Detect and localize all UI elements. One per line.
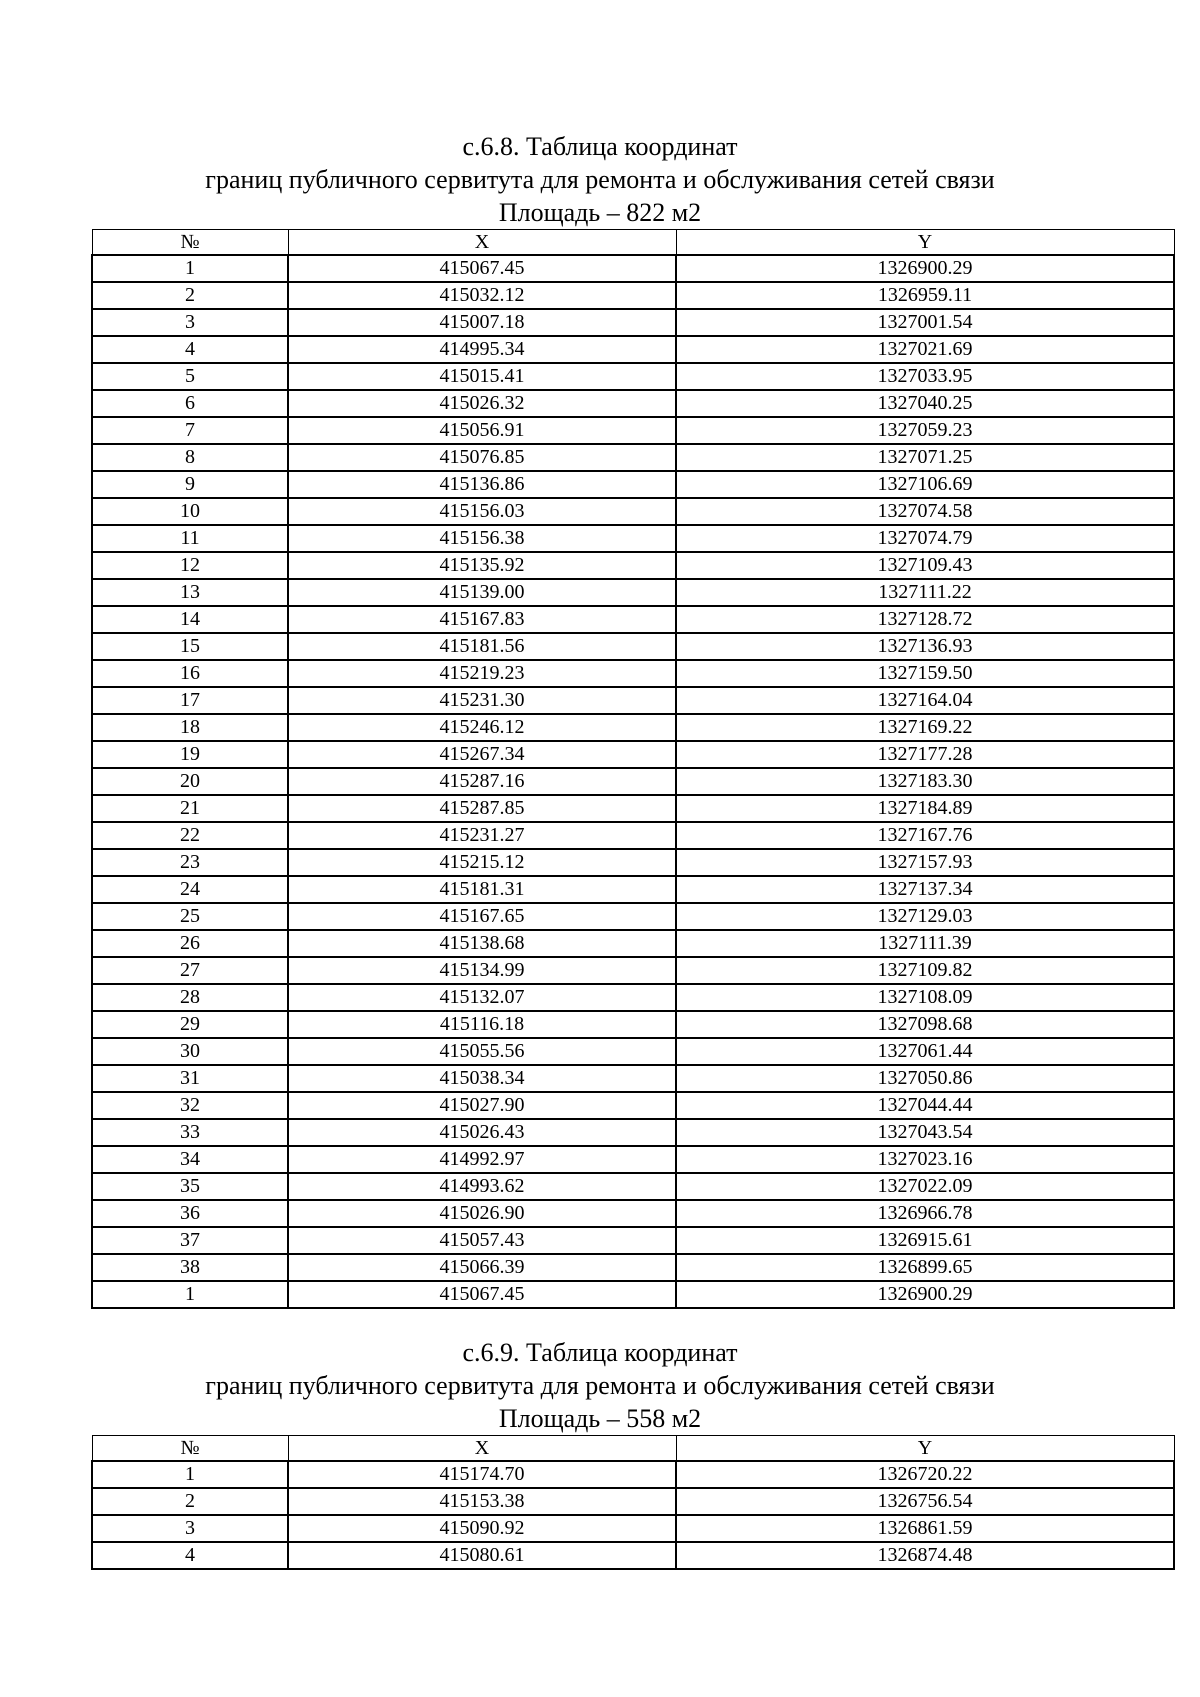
cell-x: 415219.23 — [288, 660, 676, 687]
cell-x: 415067.45 — [288, 1281, 676, 1308]
table-row — [92, 417, 1174, 444]
cell-point-number: 7 — [92, 417, 288, 444]
cell-y: 1326900.29 — [676, 255, 1174, 282]
cell-point-number: 3 — [92, 1515, 288, 1542]
cell-point-number: 29 — [92, 1011, 288, 1038]
cell-x: 415090.92 — [288, 1515, 676, 1542]
column-header-number: № — [92, 1436, 288, 1462]
area-label: Площадь – 822 м2 — [498, 198, 702, 227]
cell-point-number: 13 — [92, 579, 288, 606]
cell-point-number: 26 — [92, 930, 288, 957]
table-row — [92, 1038, 1174, 1065]
cell-point-number: 1 — [92, 1281, 288, 1308]
cell-y: 1327109.82 — [676, 957, 1174, 984]
cell-x: 415134.99 — [288, 957, 676, 984]
cell-y: 1327109.43 — [676, 552, 1174, 579]
cell-y: 1327044.44 — [676, 1092, 1174, 1119]
table-row — [92, 1146, 1174, 1173]
cell-point-number: 14 — [92, 606, 288, 633]
cell-x: 415287.16 — [288, 768, 676, 795]
cell-y: 1327050.86 — [676, 1065, 1174, 1092]
cell-y: 1327074.58 — [676, 498, 1174, 525]
cell-y: 1326756.54 — [676, 1488, 1174, 1515]
table-row — [92, 930, 1174, 957]
table-caption: с.6.8. Таблица координат — [462, 132, 738, 161]
table-row — [92, 1281, 1174, 1308]
column-header-x: X — [288, 230, 676, 256]
table-row — [92, 984, 1174, 1011]
cell-x: 415116.18 — [288, 1011, 676, 1038]
table-row — [92, 1542, 1174, 1569]
cell-point-number: 22 — [92, 822, 288, 849]
cell-point-number: 12 — [92, 552, 288, 579]
cell-x: 415139.00 — [288, 579, 676, 606]
cell-y: 1327022.09 — [676, 1173, 1174, 1200]
table-subtitle: границ публичного сервитута для ремонта и обслуживания сетей связи — [205, 165, 995, 194]
cell-y: 1327167.76 — [676, 822, 1174, 849]
cell-point-number: 23 — [92, 849, 288, 876]
coordinate-section — [0, 1336, 1200, 1570]
cell-point-number: 3 — [92, 309, 288, 336]
cell-y: 1327184.89 — [676, 795, 1174, 822]
cell-y: 1327183.30 — [676, 768, 1174, 795]
cell-x: 415007.18 — [288, 309, 676, 336]
table-row — [92, 822, 1174, 849]
cell-y: 1327129.03 — [676, 903, 1174, 930]
table-row — [92, 903, 1174, 930]
table-row — [92, 579, 1174, 606]
table-row — [92, 390, 1174, 417]
cell-point-number: 31 — [92, 1065, 288, 1092]
table-row — [92, 741, 1174, 768]
cell-y: 1327040.25 — [676, 390, 1174, 417]
cell-point-number: 35 — [92, 1173, 288, 1200]
table-row — [92, 1173, 1174, 1200]
table-row — [92, 1461, 1174, 1488]
cell-x: 414993.62 — [288, 1173, 676, 1200]
table-row — [92, 633, 1174, 660]
cell-point-number: 18 — [92, 714, 288, 741]
column-header-y: Y — [676, 230, 1174, 256]
table-row — [92, 957, 1174, 984]
cell-y: 1326861.59 — [676, 1515, 1174, 1542]
cell-x: 415181.56 — [288, 633, 676, 660]
table-row — [92, 606, 1174, 633]
cell-x: 415156.38 — [288, 525, 676, 552]
cell-x: 415015.41 — [288, 363, 676, 390]
coordinates-table — [91, 229, 1175, 1309]
cell-x: 415038.34 — [288, 1065, 676, 1092]
cell-y: 1327169.22 — [676, 714, 1174, 741]
table-subtitle: границ публичного сервитута для ремонта и обслуживания сетей связи — [205, 1371, 995, 1400]
cell-x: 415056.91 — [288, 417, 676, 444]
cell-x: 415026.32 — [288, 390, 676, 417]
cell-y: 1327157.93 — [676, 849, 1174, 876]
cell-x: 415174.70 — [288, 1461, 676, 1488]
column-header-x: X — [288, 1436, 676, 1462]
table-row — [92, 768, 1174, 795]
cell-x: 415026.43 — [288, 1119, 676, 1146]
cell-y: 1327164.04 — [676, 687, 1174, 714]
cell-point-number: 4 — [92, 336, 288, 363]
table-row — [92, 282, 1174, 309]
table-row — [92, 309, 1174, 336]
cell-point-number: 1 — [92, 255, 288, 282]
table-header — [92, 230, 1174, 256]
cell-point-number: 9 — [92, 471, 288, 498]
table-body — [92, 255, 1174, 1308]
table-row — [92, 1119, 1174, 1146]
table-row — [92, 687, 1174, 714]
cell-point-number: 5 — [92, 363, 288, 390]
cell-point-number: 28 — [92, 984, 288, 1011]
cell-y: 1327021.69 — [676, 336, 1174, 363]
cell-y: 1326720.22 — [676, 1461, 1174, 1488]
cell-point-number: 11 — [92, 525, 288, 552]
cell-y: 1327098.68 — [676, 1011, 1174, 1038]
cell-point-number: 24 — [92, 876, 288, 903]
cell-point-number: 37 — [92, 1227, 288, 1254]
table-row — [92, 795, 1174, 822]
column-header-y: Y — [676, 1436, 1174, 1462]
cell-y: 1327059.23 — [676, 417, 1174, 444]
cell-x: 415136.86 — [288, 471, 676, 498]
cell-y: 1327111.39 — [676, 930, 1174, 957]
cell-point-number: 34 — [92, 1146, 288, 1173]
cell-x: 415066.39 — [288, 1254, 676, 1281]
cell-x: 415231.27 — [288, 822, 676, 849]
table-row — [92, 1515, 1174, 1542]
table-row — [92, 1488, 1174, 1515]
cell-y: 1327023.16 — [676, 1146, 1174, 1173]
cell-x: 415181.31 — [288, 876, 676, 903]
cell-x: 415167.83 — [288, 606, 676, 633]
cell-x: 415287.85 — [288, 795, 676, 822]
cell-y: 1327001.54 — [676, 309, 1174, 336]
cell-y: 1327071.25 — [676, 444, 1174, 471]
cell-point-number: 21 — [92, 795, 288, 822]
cell-point-number: 2 — [92, 1488, 288, 1515]
table-row — [92, 1254, 1174, 1281]
table-header — [92, 1436, 1174, 1462]
cell-x: 415231.30 — [288, 687, 676, 714]
table-row — [92, 1200, 1174, 1227]
cell-y: 1327137.34 — [676, 876, 1174, 903]
area-label: Площадь – 558 м2 — [498, 1404, 702, 1433]
table-row — [92, 336, 1174, 363]
table-row — [92, 525, 1174, 552]
cell-y: 1327043.54 — [676, 1119, 1174, 1146]
cell-point-number: 1 — [92, 1461, 288, 1488]
table-row — [92, 552, 1174, 579]
cell-x: 415132.07 — [288, 984, 676, 1011]
cell-x: 415067.45 — [288, 255, 676, 282]
cell-x: 415153.38 — [288, 1488, 676, 1515]
cell-point-number: 32 — [92, 1092, 288, 1119]
cell-point-number: 16 — [92, 660, 288, 687]
cell-y: 1327111.22 — [676, 579, 1174, 606]
cell-x: 415215.12 — [288, 849, 676, 876]
cell-point-number: 17 — [92, 687, 288, 714]
cell-point-number: 33 — [92, 1119, 288, 1146]
cell-x: 415138.68 — [288, 930, 676, 957]
table-row — [92, 1065, 1174, 1092]
table-row — [92, 714, 1174, 741]
table-row — [92, 1011, 1174, 1038]
cell-y: 1326915.61 — [676, 1227, 1174, 1254]
table-row — [92, 876, 1174, 903]
cell-x: 414992.97 — [288, 1146, 676, 1173]
cell-point-number: 2 — [92, 282, 288, 309]
cell-x: 415080.61 — [288, 1542, 676, 1569]
cell-x: 415267.34 — [288, 741, 676, 768]
cell-point-number: 27 — [92, 957, 288, 984]
table-row — [92, 444, 1174, 471]
cell-y: 1327033.95 — [676, 363, 1174, 390]
table-row — [92, 498, 1174, 525]
cell-point-number: 20 — [92, 768, 288, 795]
table-row — [92, 849, 1174, 876]
cell-x: 415026.90 — [288, 1200, 676, 1227]
cell-x: 415246.12 — [288, 714, 676, 741]
cell-x: 415135.92 — [288, 552, 676, 579]
cell-point-number: 38 — [92, 1254, 288, 1281]
cell-x: 415076.85 — [288, 444, 676, 471]
cell-y: 1326900.29 — [676, 1281, 1174, 1308]
cell-point-number: 36 — [92, 1200, 288, 1227]
cell-y: 1326899.65 — [676, 1254, 1174, 1281]
cell-x: 414995.34 — [288, 336, 676, 363]
cell-x: 415057.43 — [288, 1227, 676, 1254]
cell-y: 1326959.11 — [676, 282, 1174, 309]
table-row — [92, 1092, 1174, 1119]
cell-y: 1327108.09 — [676, 984, 1174, 1011]
cell-y: 1326874.48 — [676, 1542, 1174, 1569]
cell-point-number: 8 — [92, 444, 288, 471]
cell-point-number: 19 — [92, 741, 288, 768]
table-row — [92, 660, 1174, 687]
table-body — [92, 1461, 1174, 1569]
cell-x: 415032.12 — [288, 282, 676, 309]
cell-x: 415055.56 — [288, 1038, 676, 1065]
cell-y: 1327106.69 — [676, 471, 1174, 498]
cell-point-number: 25 — [92, 903, 288, 930]
column-header-number: № — [92, 230, 288, 256]
cell-y: 1327128.72 — [676, 606, 1174, 633]
cell-x: 415167.65 — [288, 903, 676, 930]
coordinate-section — [0, 130, 1200, 1309]
cell-y: 1327061.44 — [676, 1038, 1174, 1065]
cell-y: 1327177.28 — [676, 741, 1174, 768]
cell-y: 1327136.93 — [676, 633, 1174, 660]
table-row — [92, 363, 1174, 390]
cell-point-number: 10 — [92, 498, 288, 525]
table-row — [92, 471, 1174, 498]
table-row — [92, 1227, 1174, 1254]
cell-y: 1327074.79 — [676, 525, 1174, 552]
table-row — [92, 255, 1174, 282]
coordinates-table — [91, 1435, 1175, 1570]
cell-point-number: 30 — [92, 1038, 288, 1065]
cell-x: 415156.03 — [288, 498, 676, 525]
cell-y: 1326966.78 — [676, 1200, 1174, 1227]
cell-point-number: 15 — [92, 633, 288, 660]
cell-point-number: 6 — [92, 390, 288, 417]
table-caption: с.6.9. Таблица координат — [462, 1338, 738, 1367]
cell-point-number: 4 — [92, 1542, 288, 1569]
cell-x: 415027.90 — [288, 1092, 676, 1119]
cell-y: 1327159.50 — [676, 660, 1174, 687]
